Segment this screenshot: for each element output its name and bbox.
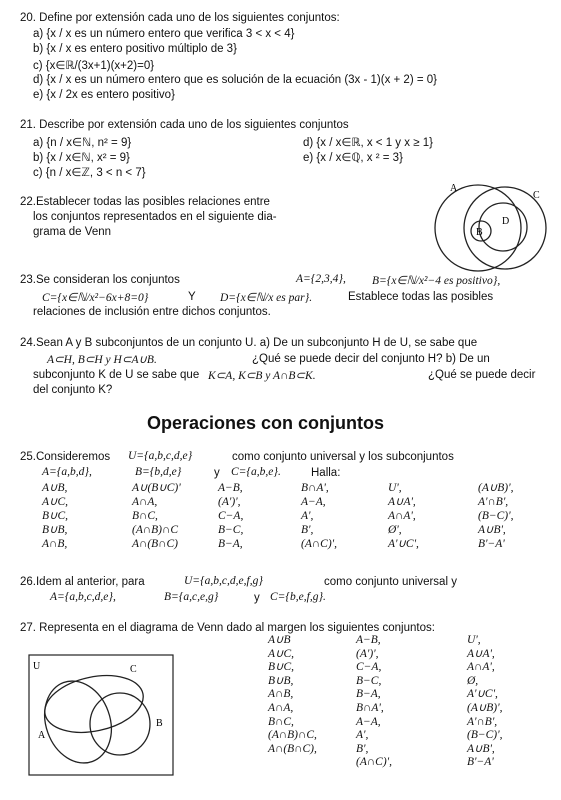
q26-intro: 26.Idem al anterior, para [20, 576, 145, 588]
q27-item: B−A, [356, 688, 381, 701]
q27-item: A∩A', [467, 661, 495, 674]
q27-item: B∪B, [268, 674, 294, 687]
q20-item-b: b) {x / x es entero positivo múltiplo de 3} [33, 43, 237, 55]
q24-line3-end: ¿Qué se puede decir [428, 369, 536, 381]
q27-item: A∪B', [467, 742, 495, 755]
q27-item: A∩B, [268, 688, 294, 701]
q20-item-c: c) {x∈ℝ/(3x+1)(x+2)=0} [33, 60, 155, 72]
q27-item: A−B, [356, 634, 381, 646]
q22-venn-diagram [428, 178, 558, 273]
q25-cell: B∩C, [132, 510, 158, 522]
q25-cell: A−A, [301, 496, 326, 508]
q25-y: y [214, 467, 220, 479]
q25-line1-end: como conjunto universal y los subconjuntos [232, 451, 454, 463]
q26-set-c: C={b,e,f,g}. [270, 591, 326, 603]
q23-set-d: D={x∈ℕ/x es par}. [220, 292, 313, 304]
venn-label-u: U [33, 661, 41, 672]
q25-cell: B−C, [218, 524, 244, 536]
q27-item: (A')', [356, 647, 379, 660]
q27-item: A−A, [356, 715, 381, 728]
q25-cell: A'∩B', [478, 496, 509, 508]
q25-cell: (A∩C)', [301, 538, 337, 550]
q24-line2-math: A⊂H, B⊂H y H⊂A∪B. [47, 354, 157, 366]
q23-intro: 23.Se consideran los conjuntos [20, 274, 180, 286]
q21-item-b: b) {x / x∈ℕ, x² = 9} [33, 152, 130, 164]
q25-cell: A∩B, [42, 538, 68, 550]
q21-item-c: c) {n / x∈ℤ, 3 < n < 7} [33, 167, 146, 179]
q25-exercise-table [42, 483, 548, 553]
q25-cell: A−B, [218, 482, 243, 494]
q27-col-3 [467, 635, 547, 771]
q27-item: A∪A', [467, 647, 495, 660]
q27-venn-diagram [28, 654, 174, 776]
q25-halla: Halla: [311, 467, 341, 479]
q20-item-d: d) {x / x es un número entero que es solución de la ecuación (3x - 1)(x + 2) = 0} [33, 74, 438, 86]
q27-item: A'∪C', [467, 688, 498, 701]
q25-cell: A∪B, [42, 482, 68, 494]
q27-item: A∪C, [268, 647, 294, 660]
q25-cell: (A∩B)∩C [132, 524, 178, 536]
q25-set-a: A={a,b,d}, [42, 466, 92, 478]
q27-col-2 [356, 635, 446, 771]
q25-cell: A∩(B∩C) [132, 538, 178, 550]
q24-line4: del conjunto K? [33, 384, 113, 396]
q24-line2-text: ¿Qué se puede decir del conjunto H? b) De un [252, 353, 490, 365]
q27-item: C−A, [356, 661, 382, 674]
q23-y: Y [188, 291, 196, 303]
venn-label-a: A [38, 730, 46, 741]
q23-line2-end: Establece todas las posibles [348, 291, 494, 303]
q25-cell: A∪B', [478, 524, 506, 536]
q23-line3: relaciones de inclusión entre dichos conjuntos. [33, 306, 271, 318]
q27-item: A∩A, [268, 701, 294, 714]
venn-set-c [39, 667, 148, 741]
q26-set-b: B={a,c,e,g} [164, 591, 219, 603]
q23-set-b: B={x∈ℕ/x²−4 es positivo}, [372, 275, 501, 287]
q25-set-c: C={a,b,e}. [231, 466, 281, 478]
q27-title: 27. Representa en el diagrama de Venn dado al margen los siguientes conjuntos: [20, 622, 435, 634]
q25-intro: 25.Consideremos [20, 451, 111, 463]
q21-item-e: e) {x / x∈ℚ, x ² = 3} [303, 152, 403, 164]
q27-item: (A∩C)', [356, 756, 392, 769]
q25-cell: C−A, [218, 510, 244, 522]
q25-cell: (A')', [218, 496, 241, 508]
q24-line1: 24.Sean A y B subconjuntos de un conjunto U. a) De un subconjunto H de U, se sabe que [20, 337, 478, 349]
venn-label-d: D [502, 216, 510, 227]
q22-line-2: los conjuntos representados en el siguiente dia- [33, 211, 277, 223]
q25-cell: A∪A', [388, 496, 416, 508]
q27-item: B∪C, [268, 661, 294, 674]
q25-cell: B−A, [218, 538, 243, 550]
q27-item: A'∩B', [467, 715, 498, 728]
q20-title: 20. Define por extensión cada uno de los siguientes conjuntos: [20, 12, 340, 24]
q27-item: B∩C, [268, 715, 294, 728]
q24-line3-math: K⊂A, K⊂B y A∩B⊂K. [208, 370, 316, 382]
q26-line1-end: como conjunto universal y [324, 576, 457, 588]
q27-item: B'−A' [467, 756, 494, 769]
q23-set-a: A={2,3,4}, [296, 273, 346, 285]
q21-title: 21. Describe por extensión cada uno de los siguientes conjuntos [20, 119, 349, 131]
venn-label-c: C [130, 664, 137, 675]
q27-col-1 [268, 635, 358, 757]
q20-item-a: a) {x / x es un número entero que verifica 3 < x < 4} [33, 28, 295, 40]
q25-cell: A'∪C', [388, 538, 419, 550]
q25-cell: A', [301, 510, 314, 522]
q25-cell: Ø', [388, 524, 402, 536]
q27-item: (A∩B)∩C, [268, 729, 317, 742]
q25-cell: B∪C, [42, 510, 68, 522]
venn-set-d [479, 203, 527, 251]
q26-set-u: U={a,b,c,d,e,f,g} [184, 575, 263, 587]
q25-cell: A∩A', [388, 510, 416, 522]
q27-item: (B−C)', [467, 729, 503, 742]
q25-cell: A∪C, [42, 496, 68, 508]
q27-item: A∪B [268, 634, 291, 646]
venn-set-a [34, 672, 123, 773]
q25-cell: B∪B, [42, 524, 68, 536]
q25-cell: (B−C)', [478, 510, 514, 522]
q27-item: Ø, [467, 674, 479, 687]
q27-item: U', [467, 634, 481, 646]
venn-label-c: C [533, 190, 540, 201]
q25-cell: (A∪B)', [478, 482, 514, 494]
q25-set-b: B={b,d,e} [135, 466, 182, 478]
q25-cell: U', [388, 482, 402, 494]
q25-cell: B', [301, 524, 314, 536]
q26-set-a: A={a,b,c,d,e}, [50, 591, 116, 603]
q25-cell: B∩A', [301, 482, 329, 494]
venn-label-b: B [156, 718, 163, 729]
q20-item-e: e) {x / 2x es entero positivo} [33, 89, 175, 101]
q26-y: y [254, 592, 260, 604]
venn-label-b: B [476, 227, 483, 238]
q27-item: B', [356, 742, 369, 755]
q27-item: (A∪B)', [467, 701, 503, 714]
venn-label-a: A [450, 183, 458, 194]
q22-line-1: 22.Establecer todas las posibles relaciones entre [20, 196, 270, 208]
q21-item-a: a) {n / x∈ℕ, n² = 9} [33, 137, 132, 149]
q25-cell: B'−A' [478, 538, 505, 550]
q23-set-c: C={x∈ℕ/x²−6x+8=0} [42, 292, 149, 304]
q25-cell: A∩A, [132, 496, 158, 508]
q25-cell: A∪(B∪C)' [132, 482, 181, 494]
q27-item: B∩A', [356, 701, 384, 714]
q21-item-d: d) {x / x∈ℝ, x < 1 y x ≥ 1} [303, 137, 433, 149]
q27-item: B−C, [356, 674, 382, 687]
q27-item: A', [356, 729, 369, 742]
section-heading: Operaciones con conjuntos [147, 413, 385, 433]
q22-line-3: grama de Venn [33, 226, 112, 238]
q25-set-u: U={a,b,c,d,e} [128, 450, 193, 462]
q24-line3-text: subconjunto K de U se sabe que [33, 369, 200, 381]
q27-item: A∩(B∩C), [268, 742, 317, 755]
